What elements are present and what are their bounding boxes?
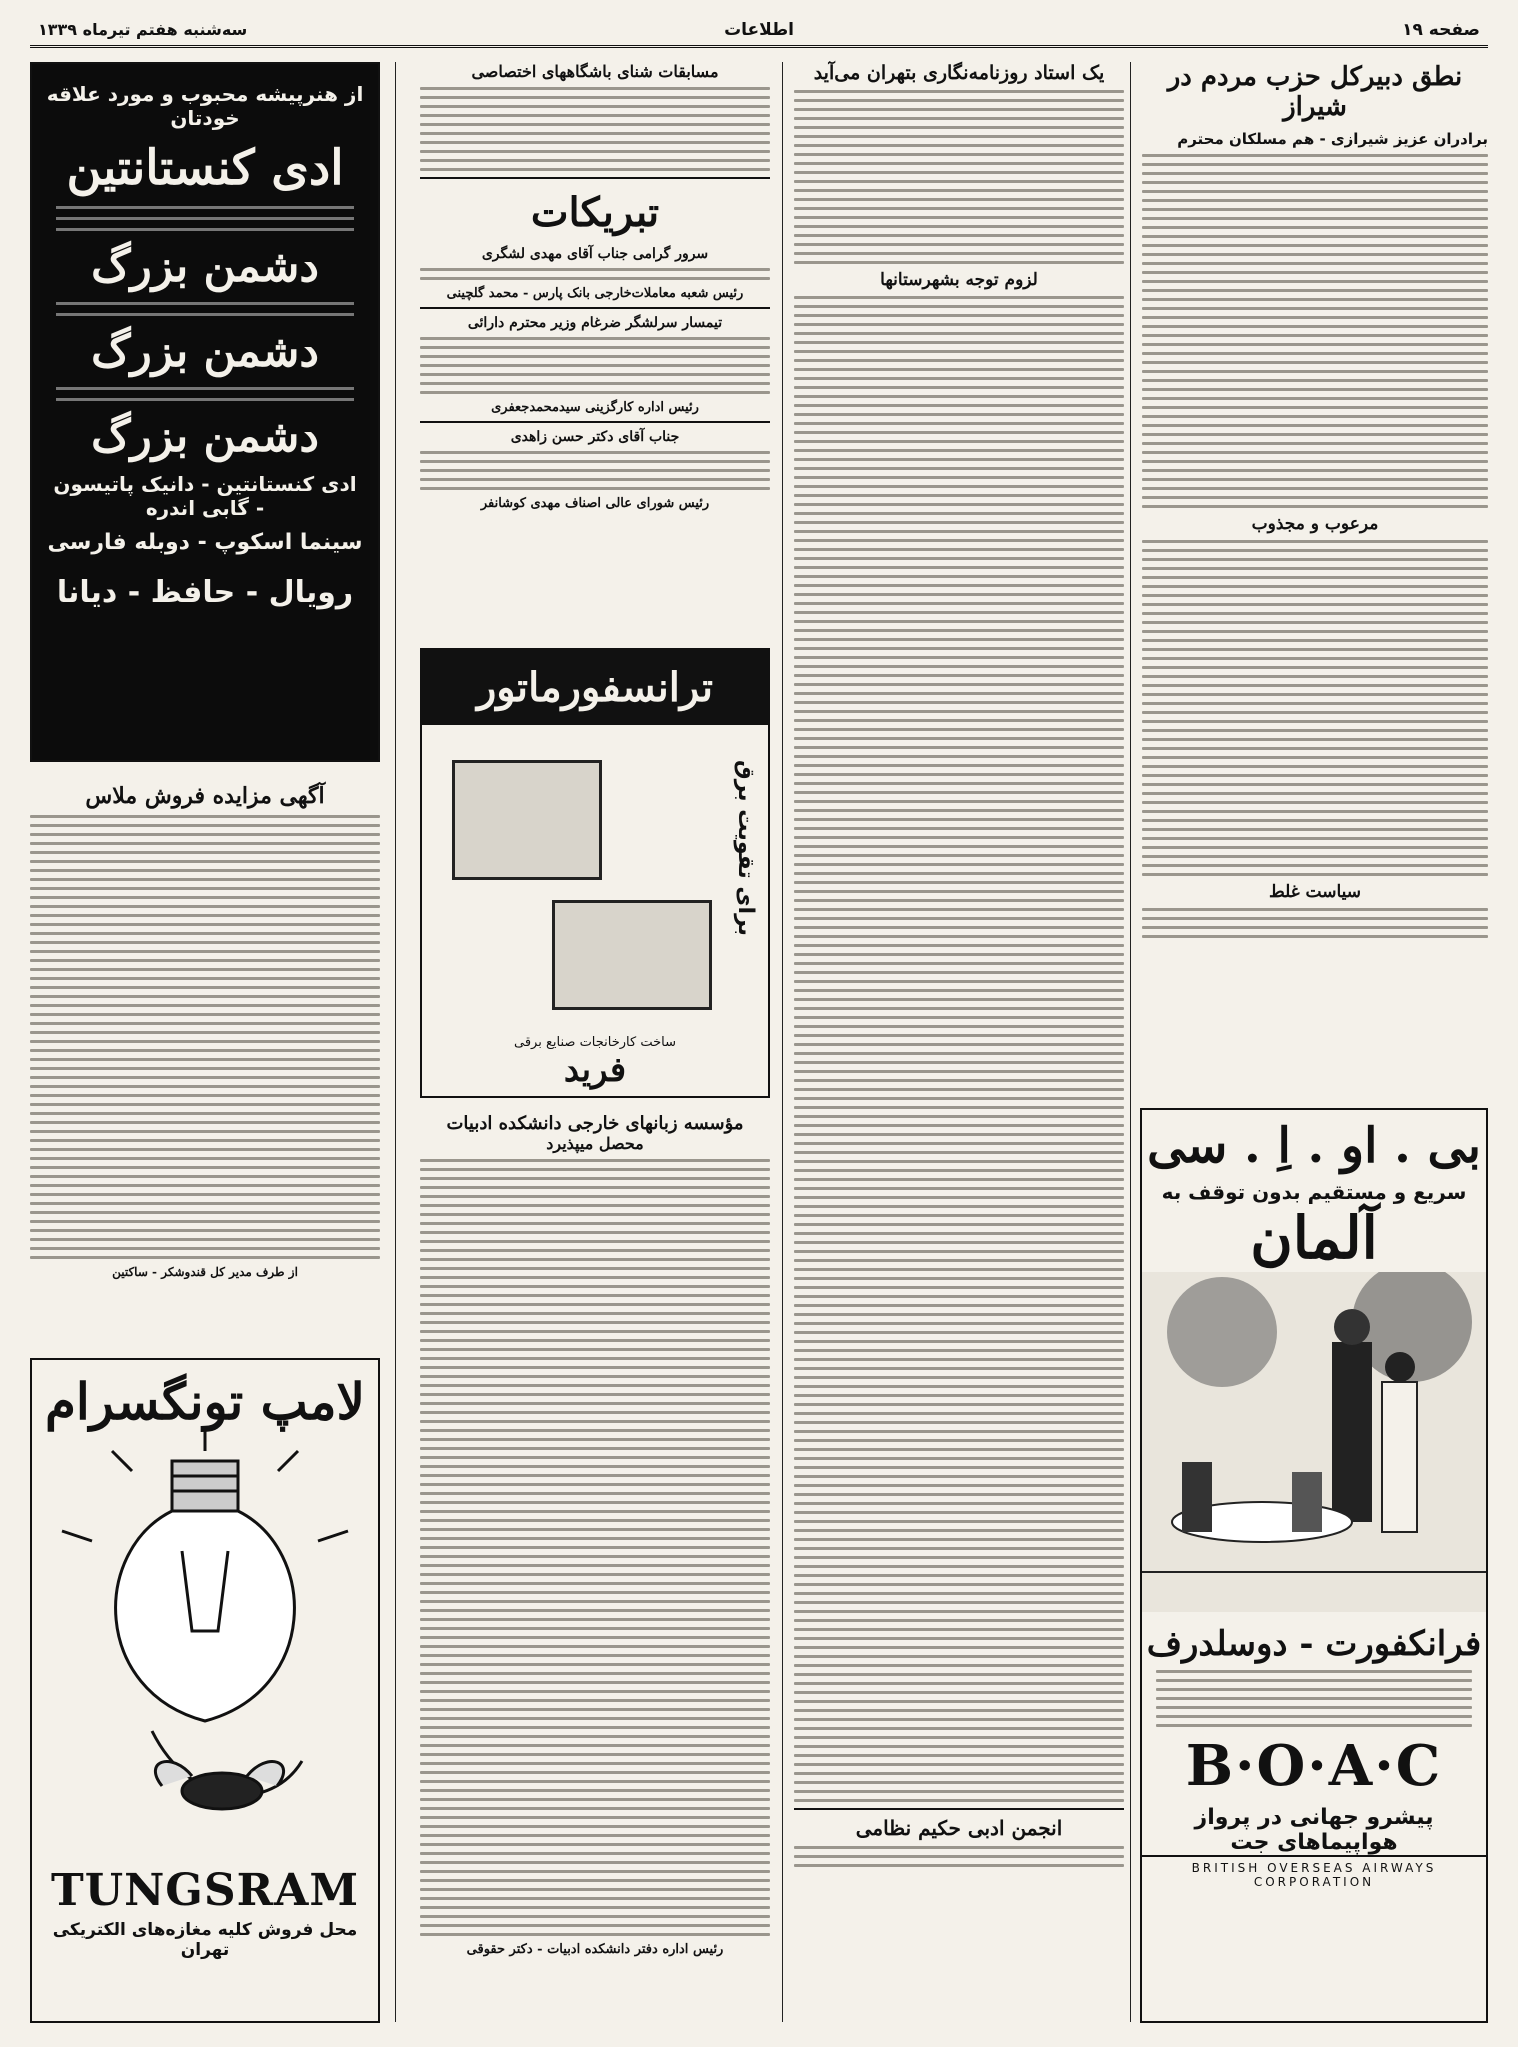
transformer-device-illustration	[452, 760, 602, 880]
movie-title-repeat: دشمن بزرگ	[91, 411, 319, 462]
university-signature: رئیس اداره دفتر دانشکده ادبیات - دکتر حقوقی	[466, 1942, 724, 1957]
article-headline: نطق دبیرکل حزب مردم در شیراز	[1167, 62, 1463, 122]
sports-body	[420, 87, 770, 171]
sports-headline: مسابقات شنای باشگاههای اختصاصی	[471, 62, 719, 81]
ad-tungsram	[30, 1358, 380, 2023]
lightbulb-icon	[32, 1431, 378, 1861]
cafe-scene-illustration	[1142, 1272, 1486, 1612]
article-subhead: لزوم توجه بشهرستانها	[880, 270, 1038, 290]
paper-name: اطلاعات	[724, 20, 794, 40]
ad-transformer	[420, 648, 770, 1098]
university-subhead: محصل میپذیرد	[546, 1134, 644, 1153]
article-body	[1142, 540, 1488, 876]
article-body	[1142, 154, 1488, 508]
article-body	[794, 296, 1124, 1802]
article-subhead: مرعوب و مجذوب	[1251, 514, 1379, 534]
article-journalism-professor	[794, 62, 1124, 1873]
movie-cast: ادی کنستانتین - دانیک پاتیسون - گابی اندره	[53, 472, 357, 520]
auction-signature: از طرف مدیر کل قندوشکر - ساکتین	[112, 1265, 298, 1279]
boac-contact-text	[1142, 1670, 1486, 1727]
column-rule	[1130, 62, 1131, 2022]
boac-corporation: BRITISH OVERSEAS AIRWAYS CORPORATION	[1142, 1855, 1486, 1889]
tungsram-headline: لامپ تونگسرام	[44, 1372, 366, 1431]
boac-title: بی . او . اِ . سی	[1147, 1118, 1481, 1174]
article-body	[794, 90, 1124, 264]
article-subhead: سیاست غلط	[1268, 882, 1362, 902]
boac-logo: B·O·A·C	[1185, 1733, 1443, 1799]
tungsram-sub: محل فروش کلیه مغازه‌های الکتریکی تهران	[52, 1920, 358, 1960]
movie-top-line: از هنرپیشه محبوب و مورد علاقه خودتان	[46, 82, 364, 130]
university-headline: مؤسسه زبانهای خارجی دانشکده ادبیات	[446, 1113, 744, 1134]
ad-movie	[30, 62, 380, 762]
boac-destination: آلمان	[1250, 1204, 1378, 1272]
movie-actor: ادی کنستانتین	[66, 140, 344, 196]
university-body	[420, 1159, 770, 1936]
boac-tagline: پیشرو جهانی در پرواز هواپیماهای جت	[1194, 1805, 1434, 1855]
masthead	[30, 18, 1488, 48]
transformer-maker: ساخت کارخانجات صنایع برقی	[514, 1035, 676, 1050]
transformer-device-illustration	[552, 900, 712, 1010]
congrats-signature: رئیس شورای عالی اصناف مهدی کوشانفر	[480, 496, 710, 511]
auction-body	[30, 815, 380, 1259]
congrats-body	[420, 451, 770, 490]
article-party-speech	[1142, 62, 1488, 944]
article-body	[794, 1846, 1124, 1867]
ad-auction	[30, 783, 380, 1279]
issue-date: سه‌شنبه هفتم تیرماه ۱۳۳۹	[38, 20, 248, 39]
transformer-brand: فرید	[563, 1050, 627, 1090]
movie-title-repeat: دشمن بزرگ	[91, 326, 319, 377]
column-announcements	[420, 62, 770, 511]
auction-headline: آگهی مزایده فروش ملاس	[85, 783, 325, 809]
movie-format: سینما اسکوپ - دوبله فارسی	[47, 530, 363, 555]
congrats-body	[420, 337, 770, 394]
column-rule	[782, 62, 783, 2022]
congrats-title: تبریکات	[530, 189, 660, 236]
boac-slogan: سریع و مستقیم بدون توقف به	[1161, 1180, 1467, 1204]
column-rule	[395, 62, 396, 2022]
article-headline: انجمن ادبی حکیم نظامی	[855, 1816, 1063, 1840]
article-body	[1142, 908, 1488, 938]
newspaper-page	[30, 18, 1488, 2028]
congrats-signature: رئیس شعبه معاملات‌خارجی بانک پارس - محمد گلچینی	[446, 286, 744, 301]
movie-cinemas: رویال - حافظ - دیانا	[56, 575, 354, 610]
transformer-headline: ترانسفورماتور	[422, 650, 768, 725]
page-number: صفحه ۱۹	[1402, 20, 1480, 40]
article-headline: یک استاد روزنامه‌نگاری بتهران می‌آید	[813, 62, 1105, 84]
transformer-tagline: برای تقویت برق	[733, 760, 758, 937]
tungsram-brand: TUNGSRAM	[50, 1865, 360, 1916]
congrats-signature: رئیس اداره کارگزینی سیدمحمدجعفری	[491, 400, 699, 415]
article-lead: برادران عزیز شیرازی - هم مسلکان محترم	[1177, 130, 1488, 148]
congrats-body	[420, 268, 770, 280]
boac-cities: فرانکفورت - دوسلدرف	[1146, 1624, 1482, 1664]
ad-boac	[1140, 1108, 1488, 2023]
congrats-recipient: جناب آقای دکتر حسن زاهدی	[510, 429, 680, 445]
movie-title: دشمن بزرگ	[91, 241, 319, 292]
congrats-recipient: تیمسار سرلشگر ضرغام وزیر محترم دارائی	[467, 315, 723, 331]
ad-university	[420, 1113, 770, 1957]
congrats-recipient: سرور گرامی جناب آقای مهدی لشگری	[481, 246, 709, 262]
